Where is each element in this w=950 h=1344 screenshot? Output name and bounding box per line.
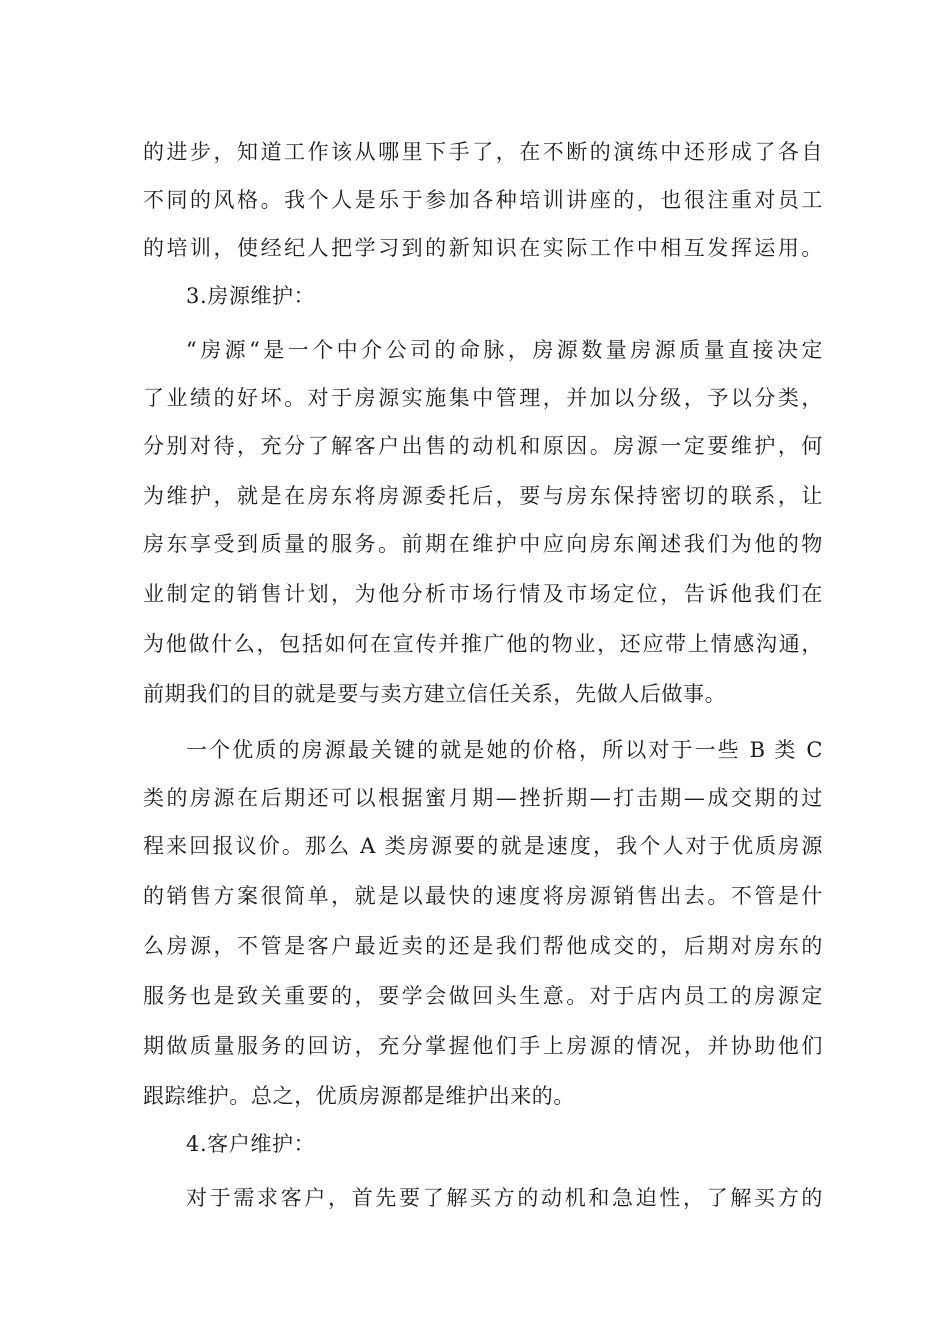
text-line: 房东享受到质量的服务。前期在维护中应向房东阐述我们为他的物 (143, 532, 823, 556)
text-line: 么房源，不管是客户最近卖的还是我们帮他成交的，后期对房东的 (143, 934, 823, 958)
text-line: 的销售方案很简单，就是以最快的速度将房源销售出去。不管是什 (143, 884, 823, 908)
text-line: 的进步，知道工作该从哪里下手了，在不断的演练中还形成了各自 (143, 140, 823, 164)
text-line: 服务也是致关重要的，要学会做回头生意。对于店内员工的房源定 (143, 984, 823, 1008)
text-line: “房源“是一个中介公司的命脉，房源数量房源质量直接决定 (186, 338, 823, 362)
text-line: 期做质量服务的回访，充分掌握他们手上房源的情况，并协助他们 (143, 1034, 823, 1058)
text-line: 分别对待，充分了解客户出售的动机和原因。房源一定要维护，何 (143, 434, 823, 458)
text-line: 跟踪维护。总之，优质房源都是维护出来的。 (143, 1084, 575, 1108)
text-line: 为他做什么，包括如何在宣传并推广他的物业，还应带上情感沟通， (143, 632, 823, 656)
text-line: 为维护，就是在房东将房源委托后，要与房东保持密切的联系，让 (143, 484, 823, 508)
text-line: 的培训，使经纪人把学习到的新知识在实际工作中相互发挥运用。 (143, 236, 823, 260)
text-line: 了业绩的好坏。对于房源实施集中管理，并加以分级，予以分类， (143, 386, 823, 410)
section-heading: 3.房源维护： (186, 284, 316, 308)
text-line: 对于需求客户，首先要了解买方的动机和急迫性，了解买方的 (186, 1186, 823, 1210)
text-line: 业制定的销售计划，为他分析市场行情及市场定位，告诉他我们在 (143, 582, 823, 606)
text-line: 不同的风格。我个人是乐于参加各种培训讲座的，也很注重对员工 (143, 188, 823, 212)
text-line: 程来回报议价。那么 A 类房源要的就是速度，我个人对于优质房源 (143, 834, 823, 858)
text-line: 类的房源在后期还可以根据蜜月期—挫折期—打击期—成交期的过 (143, 786, 823, 810)
section-heading: 4.客户维护： (186, 1132, 316, 1156)
text-line: 一个优质的房源最关键的就是她的价格，所以对于一些 B 类 C (186, 738, 823, 762)
text-line: 前期我们的目的就是要与卖方建立信任关系，先做人后做事。 (143, 682, 727, 706)
